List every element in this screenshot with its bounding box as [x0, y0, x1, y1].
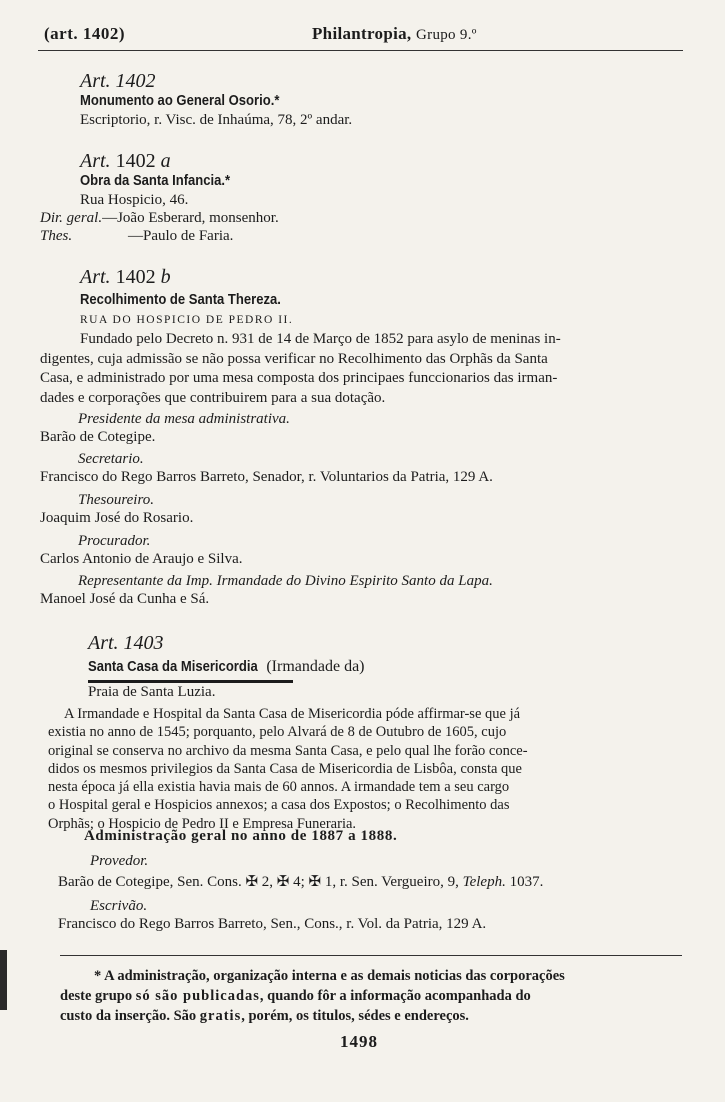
footnote-rule: [60, 955, 682, 956]
paragraph-line: A Irmandade e Hospital da Santa Casa de Misericordia póde affirmar-se que já: [64, 706, 521, 722]
footnote-text: , quando fôr a informação acompanhada do: [259, 988, 531, 1004]
footnote-emphasis: gratis: [199, 1008, 242, 1024]
paragraph-line: nesta época já ella existia havia mais de 60 annos. A irmandade tem a seu cargo: [48, 779, 510, 796]
director-label: Dir. geral.: [40, 210, 103, 226]
officer-role: Procurador.: [78, 533, 151, 549]
footnote-line: [60, 1006, 682, 1026]
officer-name-main: Barão de Cotegipe, Sen. Cons. ✠ 2, ✠ 4; ✠ 1, r. Sen. Vergueiro, 9,: [58, 874, 459, 890]
treasurer-value: —Paulo de Faria.: [128, 228, 234, 244]
article-heading-1402b: [80, 266, 171, 289]
paragraph-line: o Hospital geral e Hospicios annexos; a casa dos Expostos; o Recolhimento das: [48, 797, 510, 814]
article-number: 1402: [115, 266, 156, 288]
officer-role: Secretario.: [78, 451, 144, 467]
officer-name: Carlos Antonio de Araujo e Silva.: [40, 551, 243, 567]
treasurer-label: Thes.: [40, 228, 73, 244]
director-value: —João Esberard, monsenhor.: [102, 210, 279, 226]
paragraph-line: Fundado pelo Decreto n. 931 de 14 de Março de 1852 para asylo de meninas in-: [80, 331, 561, 347]
header-rule: [38, 50, 683, 51]
officer-name: [58, 872, 543, 891]
footnote-text: , porém, os titulos, sédes e endereços.: [241, 1008, 469, 1024]
paragraph-line: Casa, e administrado por uma mesa composta dos principaes funccionarios das irman-: [40, 370, 558, 386]
footnote-line: [60, 986, 682, 1006]
header-group: Grupo 9.º: [416, 27, 477, 43]
officer-role: Provedor.: [90, 853, 149, 869]
header-section: Philantropia,: [312, 24, 412, 43]
telephone-label: Teleph.: [462, 874, 506, 890]
officer-role: Representante da Imp. Irmandade do Divino Espirito Santo da Lapa.: [78, 573, 493, 589]
officer-name: Joaquim José do Rosario.: [40, 510, 194, 526]
article-heading-1403: Art. 1403: [88, 632, 164, 654]
article-heading-1402: Art. 1402: [80, 70, 156, 92]
institution-address-1402b: RUA DO HOSPICIO DE PEDRO II.: [80, 314, 294, 326]
description-paragraph-1402b: [40, 330, 680, 408]
institution-address-1402a: Rua Hospicio, 46.: [80, 192, 189, 208]
institution-address-1402: Escriptorio, r. Visc. de Inhaúma, 78, 2º andar.: [80, 112, 353, 128]
running-header: [44, 24, 684, 48]
institution-name-main: Santa Casa da Misericordia: [88, 659, 258, 675]
footnote-text: deste grupo: [60, 988, 136, 1004]
institution-name-suffix: (Irmandade da): [266, 658, 365, 675]
header-title: [312, 24, 477, 44]
header-article-ref: (art. 1402): [44, 24, 126, 43]
article-suffix: a: [160, 150, 171, 172]
institution-name-1403: [88, 658, 365, 676]
article-prefix: Art.: [80, 266, 111, 288]
title-underline: [88, 680, 293, 683]
institution-name-1402a: Obra da Santa Infancia.*: [80, 173, 231, 189]
paragraph-line: digentes, cuja admissão se não possa verificar no Recolhimento das Orphãs da Santa: [40, 350, 548, 367]
paragraph-line: original se conserva no archivo da mesma Santa Casa, e pelo qual lhe forão conce-: [48, 742, 528, 759]
article-prefix: Art.: [80, 150, 111, 172]
article-number: 1402: [115, 150, 156, 172]
officer-name: Barão de Cotegipe.: [40, 429, 156, 445]
footnote-line: * A administração, organização interna e as demais noticias das corporações: [94, 968, 565, 984]
paragraph-line: Orphãs; o Hospicio de Pedro II e Empresa Funeraria.: [48, 815, 357, 832]
director-line: [40, 210, 279, 227]
treasurer-line: [40, 228, 233, 245]
paragraph-line: dades e corporações que contribuirem para a sua dotação.: [40, 389, 386, 406]
institution-address-1403: Praia de Santa Luzia.: [88, 684, 216, 700]
officer-role: Thesoureiro.: [78, 492, 154, 508]
footnote: [60, 966, 682, 1026]
footnote-emphasis: só são publicadas: [135, 988, 260, 1004]
officer-role: Presidente da mesa administrativa.: [78, 411, 290, 427]
officer-name: Francisco do Rego Barros Barreto, Sen., Cons., r. Vol. da Patria, 129 A.: [58, 916, 487, 932]
page-number: 1498: [340, 1032, 378, 1051]
article-suffix: b: [160, 266, 171, 288]
article-heading-1402a: [80, 150, 171, 173]
paragraph-line: didos os mesmos privilegios da Santa Casa de Misericordia de Lisbôa, consta que: [48, 760, 522, 777]
officer-role: Escrivão.: [90, 898, 148, 914]
telephone-number: 1037.: [509, 874, 544, 890]
officer-name: Francisco do Rego Barros Barreto, Senador, r. Voluntarios da Patria, 129 A.: [40, 469, 493, 485]
paragraph-line: existia no anno de 1545; porquanto, pelo Alvará de 8 de Outubro de 1605, cujo: [48, 724, 507, 741]
footnote-text: custo da inserção. São: [60, 1008, 200, 1024]
institution-name-1402: Monumento ao General Osorio.*: [80, 93, 280, 109]
administration-heading: Administração geral no anno de 1887 a 1888.: [84, 828, 398, 844]
scan-edge-mark: [0, 950, 7, 1010]
institution-name-1402b: Recolhimento de Santa Thereza.: [80, 292, 281, 308]
description-paragraph-1403: [48, 705, 680, 833]
officer-name: Manoel José da Cunha e Sá.: [40, 591, 210, 607]
